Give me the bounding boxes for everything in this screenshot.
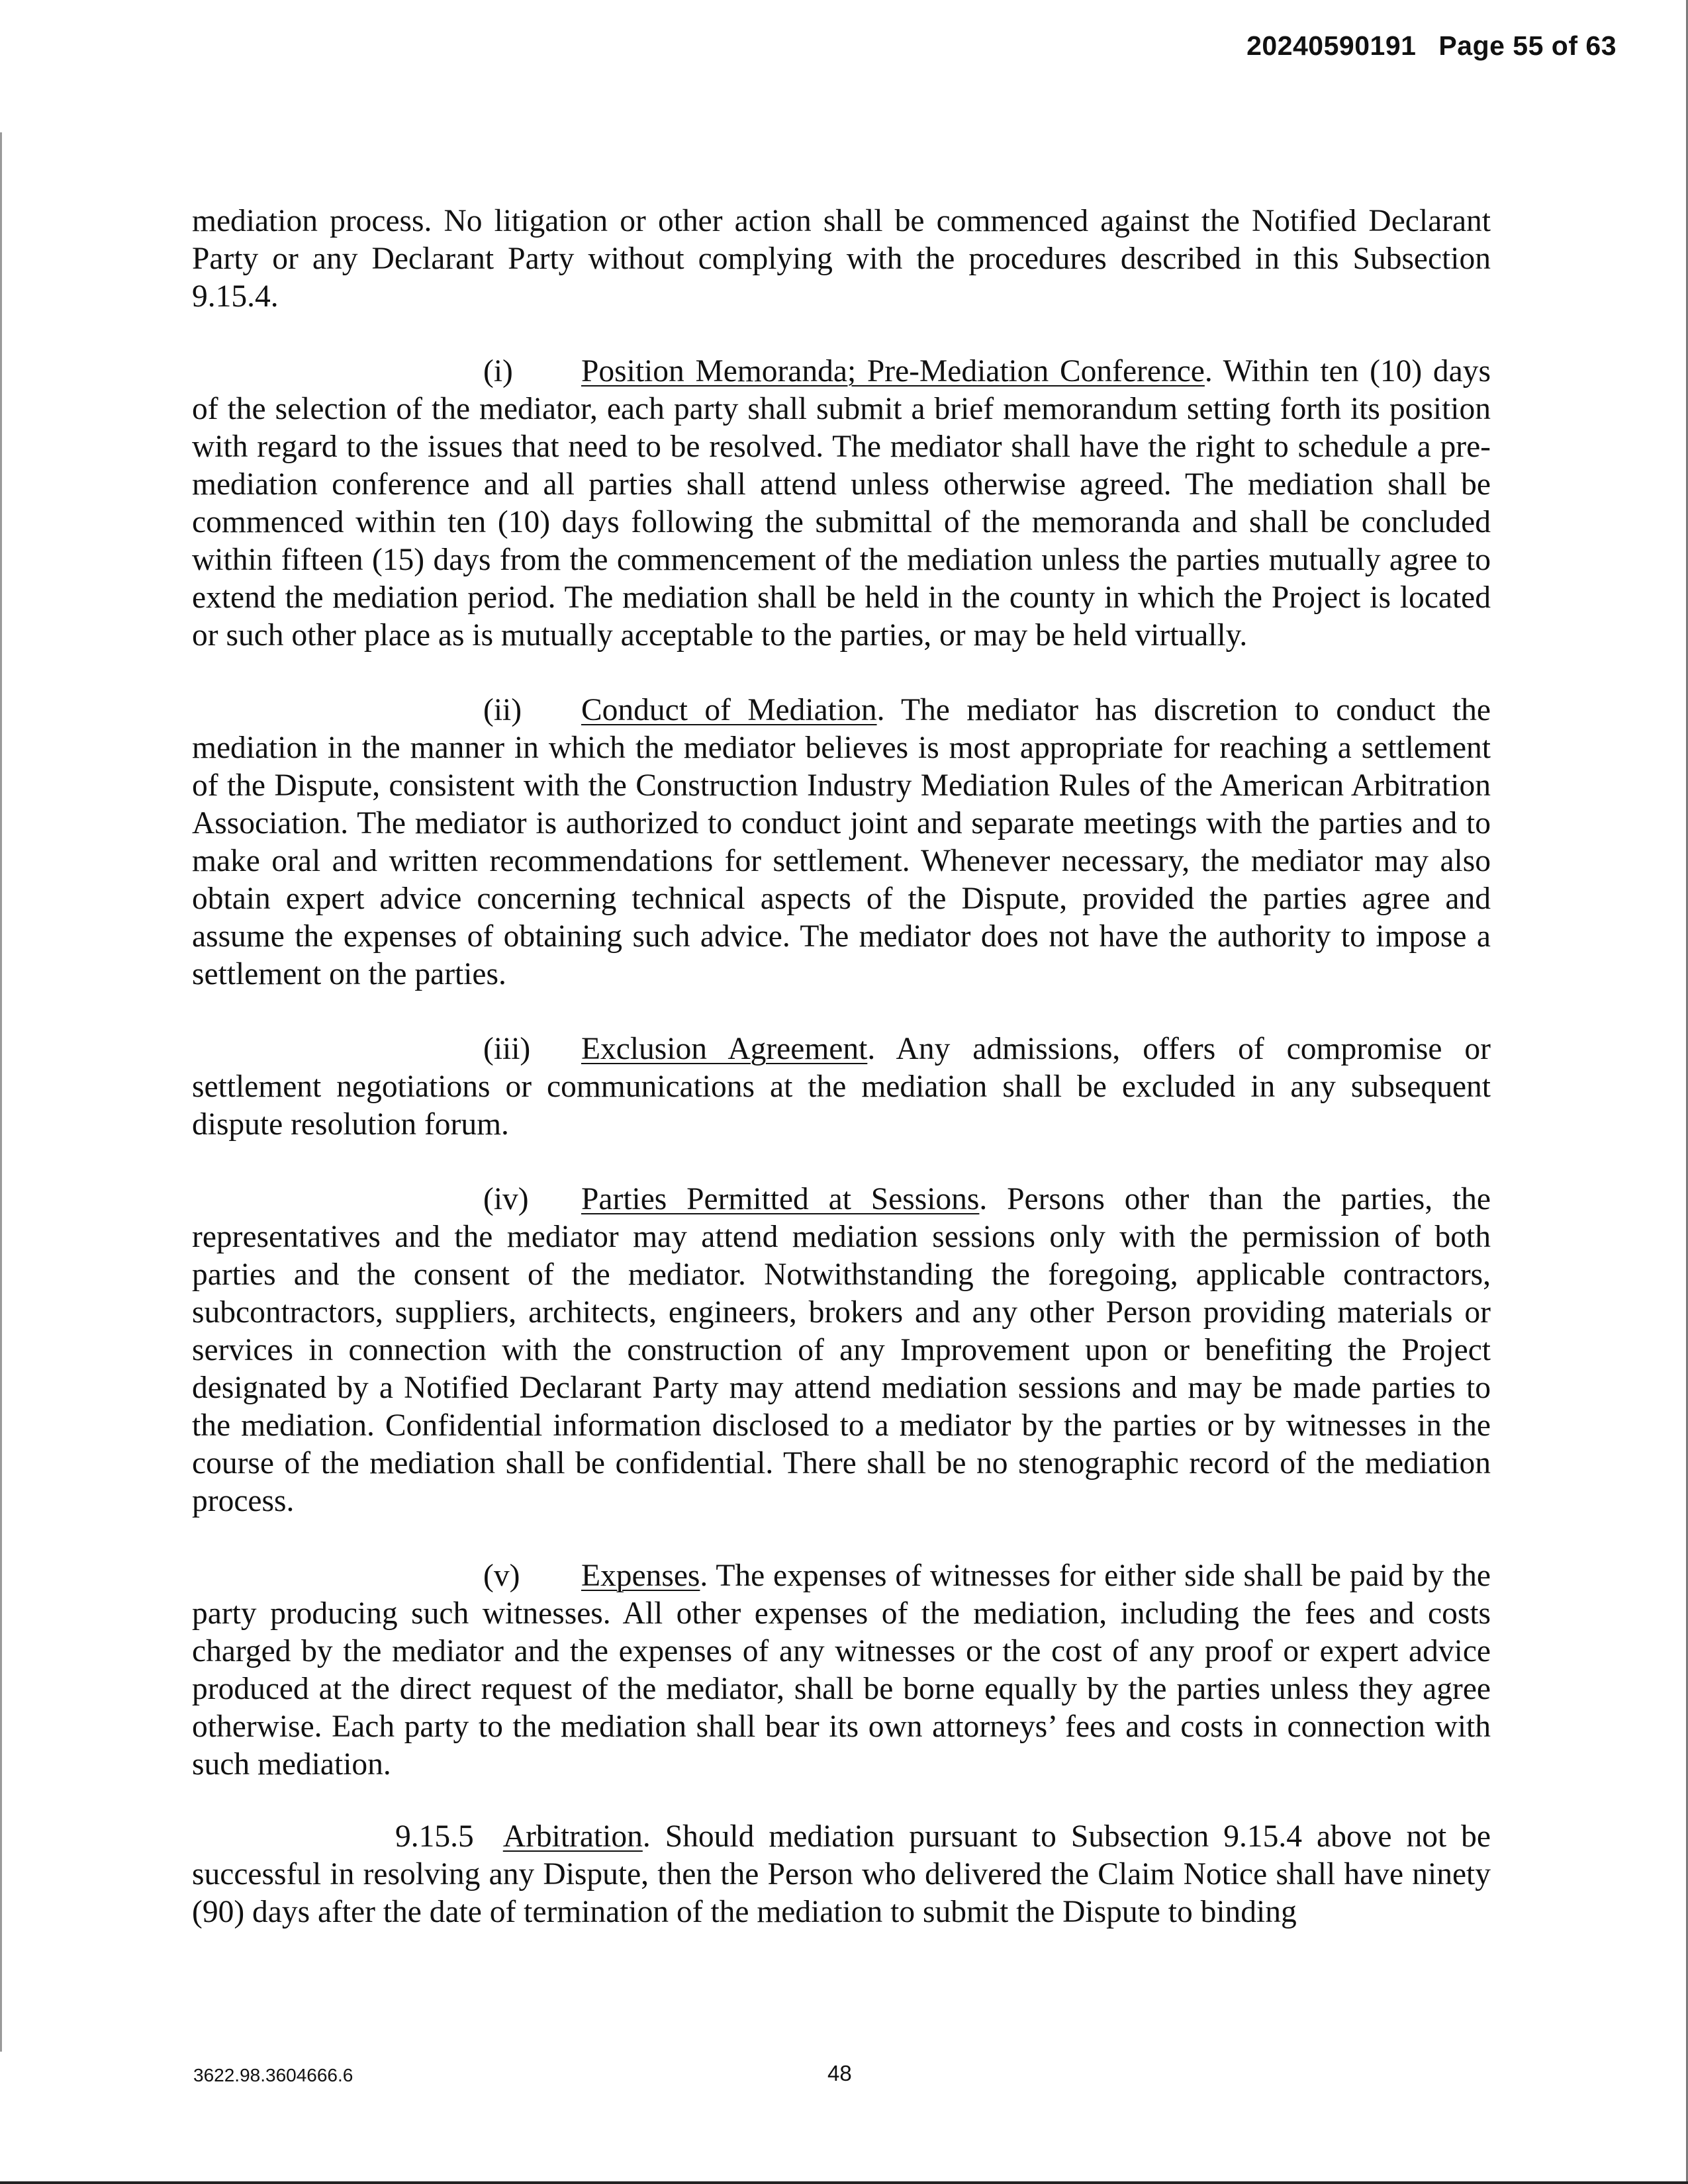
item-label: (iii) (483, 1032, 531, 1066)
document-body (192, 203, 1491, 1968)
paragraph-text: . Persons other than the parties, the representatives and the mediator may attend mediation sessions only with the permission of both parties and the consent of the mediator. Notwithstanding the foregoing, applicable contractors, subcontractors, suppliers, architects, engineers, brokers and any other Person providing materials or services in connection with the construction of any Improvement upon or benefiting the Project designated by a Notified Declarant Party may attend mediation sessions and may be made parties to the mediation. Confidential information disclosed to a mediator by the parties or by witnesses in the course of the mediation shall be confidential. There shall be no stenographic record of the mediation process. (192, 1182, 1491, 1518)
paragraph-exclusion-agreement (192, 1030, 1491, 1144)
paragraph-text: . The mediator has discretion to conduct the mediation in the manner in which the mediator believes is most appropriate for reaching a settlement of the Dispute, consistent with the Construction Industry Mediation Rules of the American Arbitration Association. The mediator is authorized to conduct joint and separate meetings with the parties and to make oral and written recommendations for settlement. Whenever necessary, the mediator may also obtain expert advice concerning technical aspects of the Dispute, provided the parties agree and assume the expenses of obtaining such advice. The mediator does not have the authority to impose a settlement on the parties. (192, 693, 1491, 991)
scan-edge-left (0, 132, 2, 2052)
paragraph-continuation (192, 203, 1491, 316)
paragraph-arbitration (192, 1818, 1491, 1931)
item-heading: Conduct of Mediation (581, 693, 877, 727)
paragraph-conduct-of-mediation (192, 692, 1491, 993)
section-heading: Arbitration (502, 1819, 643, 1854)
item-heading: Position Memoranda; Pre-Mediation Conference (581, 354, 1205, 388)
item-heading: Expenses (581, 1559, 700, 1593)
paragraph-text: . Any admissions, offers of compromise or settlement negotiations or communications at the mediation shall be excluded in any subsequent dispute resolution forum. (192, 1032, 1491, 1142)
item-label: (iv) (483, 1182, 529, 1216)
scan-edge-bottom (0, 2181, 1688, 2184)
footer-document-id: 3622.98.3604666.6 (193, 2065, 353, 2085)
paragraph-text: mediation process. No litigation or other action shall be commenced against the Notified Declarant Party or any Declarant Party without complying with the procedures described in this Subsection 9.15.4. (192, 204, 1491, 314)
item-label: (i) (483, 354, 513, 388)
recording-number: 20240590191 (1246, 30, 1417, 61)
item-heading: Exclusion Agreement (581, 1032, 868, 1066)
item-heading: Parties Permitted at Sessions (581, 1182, 980, 1216)
paragraph-position-memoranda (192, 353, 1491, 655)
paragraph-text: . Should mediation pursuant to Subsection 9.15.4 above not be successful in resolving any Dispute, then the Person who delivered the Claim Notice shall have ninety (90) days after the date of termination of the mediation to submit the Dispute to binding (192, 1819, 1491, 1929)
section-number: 9.15.5 (395, 1819, 474, 1854)
paragraph-expenses (192, 1557, 1491, 1784)
item-label: (v) (483, 1559, 520, 1593)
paragraph-text: . The expenses of witnesses for either side shall be paid by the party producing such witnesses. All other expenses of the mediation, including the fees and costs charged by the mediator and the expenses of any witnesses or the cost of any proof or expert advice produced at the direct request of the mediator, shall be borne equally by the parties unless they agree otherwise. Each party to the mediation shall bear its own attorneys’ fees and costs in connection with such mediation. (192, 1559, 1491, 1782)
page-count-label: Page 55 of 63 (1438, 30, 1617, 61)
item-label: (ii) (483, 693, 522, 727)
paragraph-parties-permitted (192, 1181, 1491, 1520)
recording-stamp (1246, 30, 1617, 62)
paragraph-text: . Within ten (10) days of the selection of the mediator, each party shall submit a brief memorandum setting forth its position with regard to the issues that need to be resolved. The mediator shall have the right to schedule a pre-mediation conference and all parties shall attend unless otherwise agreed. The mediation shall be commenced within ten (10) days following the submittal of the memoranda and shall be concluded within fifteen (15) days from the commencement of the mediation unless the parties mutually agree to extend the mediation period. The mediation shall be held in the county in which the Project is located or such other place as is mutually acceptable to the parties, or may be held virtually. (192, 354, 1491, 653)
footer-page-number: 48 (827, 2061, 852, 2085)
